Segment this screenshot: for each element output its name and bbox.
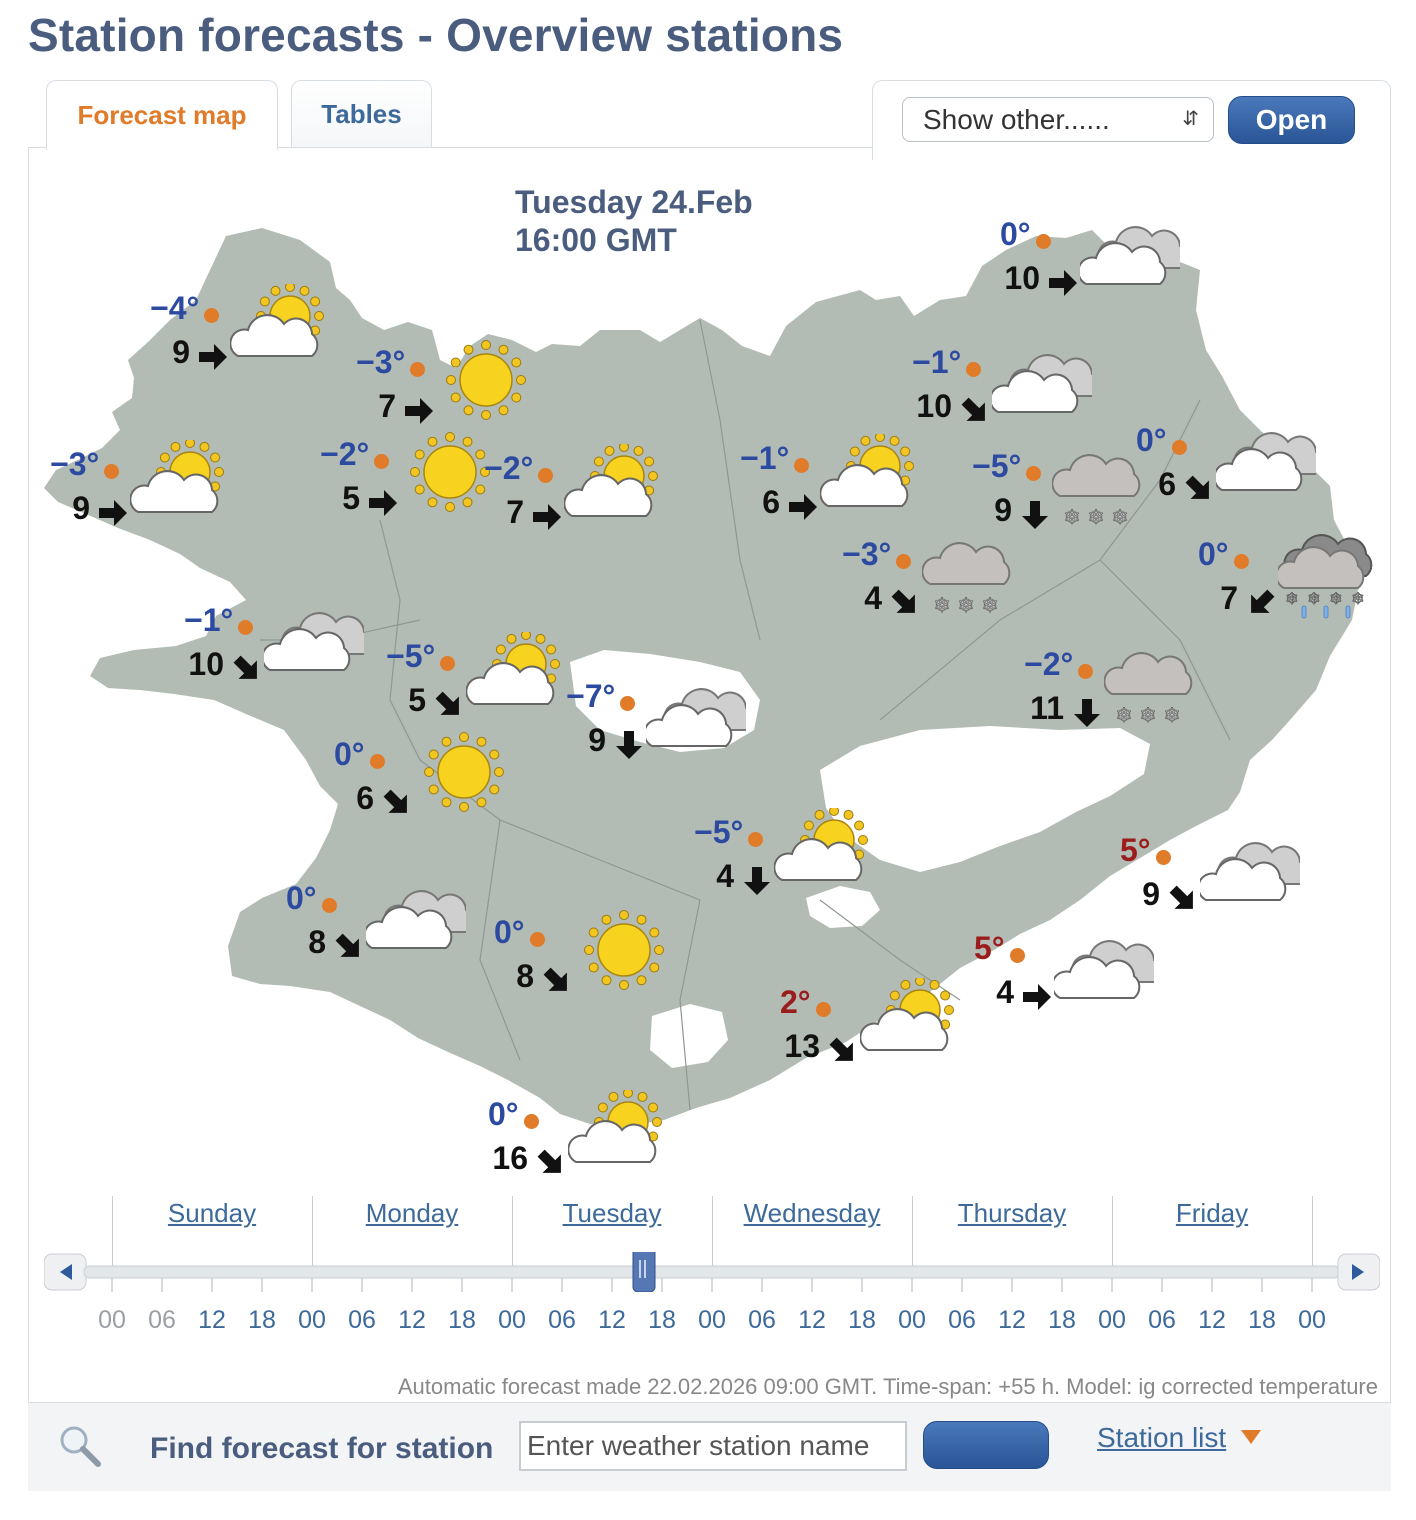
svg-text:❄: ❄ xyxy=(1139,703,1157,727)
station-temperature: 0° xyxy=(1000,216,1031,252)
station-dot xyxy=(966,362,981,377)
station-dot xyxy=(794,458,809,473)
station-dot xyxy=(1172,440,1187,455)
hour-label: 18 xyxy=(648,1306,676,1334)
wind-arrow-icon xyxy=(540,964,574,998)
station-temperature: 0° xyxy=(1136,422,1167,458)
station-wind-speed: 4 xyxy=(716,858,734,894)
hour-label: 00 xyxy=(1098,1306,1126,1334)
wind-arrow-icon xyxy=(786,490,820,524)
sleet-icon xyxy=(1278,530,1378,620)
svg-text:❄: ❄ xyxy=(1329,589,1343,608)
magnifier-icon xyxy=(58,1424,104,1470)
svg-text:❄: ❄ xyxy=(1163,703,1181,727)
station-wind-speed: 10 xyxy=(188,646,224,682)
sun-icon xyxy=(414,730,514,820)
hour-label: 12 xyxy=(398,1306,426,1334)
wind-arrow-icon xyxy=(332,930,366,964)
hour-label: 12 xyxy=(798,1306,826,1334)
svg-text:❄: ❄ xyxy=(933,593,951,617)
cloudy-icon xyxy=(646,672,746,762)
station-dot xyxy=(440,656,455,671)
hour-label: 18 xyxy=(1048,1306,1076,1334)
hour-label: 18 xyxy=(248,1306,276,1334)
station-wind-speed: 4 xyxy=(996,974,1014,1010)
station-dot xyxy=(104,464,119,479)
wind-arrow-icon xyxy=(1244,586,1278,620)
station-wind-speed: 7 xyxy=(1220,580,1238,616)
snow-icon xyxy=(1104,640,1204,730)
station-dot xyxy=(238,620,253,635)
station-wind-speed: 7 xyxy=(378,388,396,424)
wind-arrow-icon xyxy=(380,786,414,820)
hour-label: 12 xyxy=(1198,1306,1226,1334)
station-temperature: −3° xyxy=(842,536,892,572)
wind-arrow-icon xyxy=(888,586,922,620)
wind-arrow-icon xyxy=(366,486,400,520)
station-dot xyxy=(620,696,635,711)
wind-arrow-icon xyxy=(96,496,130,530)
station-temperature: −7° xyxy=(566,678,616,714)
svg-text:❄: ❄ xyxy=(981,593,999,617)
svg-text:❄: ❄ xyxy=(1063,505,1081,529)
station-temperature: 5° xyxy=(1120,832,1151,868)
station-dot xyxy=(748,832,763,847)
station-wind-speed: 6 xyxy=(762,484,780,520)
search-go-button[interactable] xyxy=(923,1421,1049,1469)
station-wind-speed: 16 xyxy=(492,1140,528,1176)
snow-icon xyxy=(922,530,1022,620)
station-temperature: 2° xyxy=(780,984,811,1020)
station-dot xyxy=(530,932,545,947)
find-forecast-label: Find forecast for station xyxy=(150,1432,494,1465)
station-wind-speed: 7 xyxy=(506,494,524,530)
station-temperature: 5° xyxy=(974,930,1005,966)
wind-arrow-icon xyxy=(534,1146,568,1180)
hour-label: 00 xyxy=(98,1306,126,1334)
hour-label: 06 xyxy=(1148,1306,1176,1334)
station-temperature: 0° xyxy=(494,914,525,950)
station-dot xyxy=(1078,664,1093,679)
sun-icon xyxy=(574,908,674,998)
hour-label: 18 xyxy=(448,1306,476,1334)
station-wind-speed: 10 xyxy=(916,388,952,424)
station-wind-speed: 9 xyxy=(172,334,190,370)
cloudy-icon xyxy=(366,874,466,964)
station-wind-speed: 9 xyxy=(588,722,606,758)
hour-label: 06 xyxy=(748,1306,776,1334)
station-wind-speed: 6 xyxy=(356,780,374,816)
partly-cloudy-icon xyxy=(860,978,960,1068)
station-temperature: −1° xyxy=(740,440,790,476)
station-wind-speed: 10 xyxy=(1004,260,1040,296)
station-dot xyxy=(524,1114,539,1129)
open-button[interactable]: Open xyxy=(1228,96,1355,144)
dropdown-triangle-icon xyxy=(1240,1428,1262,1446)
wind-arrow-icon xyxy=(402,394,436,428)
station-wind-speed: 9 xyxy=(994,492,1012,528)
slider-ticks xyxy=(112,1278,1312,1292)
station-wind-speed: 8 xyxy=(516,958,534,994)
station-dot xyxy=(538,468,553,483)
station-temperature: −3° xyxy=(50,446,100,482)
station-temperature: −1° xyxy=(184,602,234,638)
station-wind-speed: 9 xyxy=(72,490,90,526)
day-link-friday[interactable]: Friday xyxy=(1175,1198,1249,1228)
hour-label: 00 xyxy=(698,1306,726,1334)
station-dot xyxy=(1036,234,1051,249)
station-wind-speed: 5 xyxy=(408,682,426,718)
station-wind-speed: 4 xyxy=(864,580,882,616)
station-temperature: −5° xyxy=(972,448,1022,484)
station-temperature: −1° xyxy=(912,344,962,380)
hour-label: 12 xyxy=(998,1306,1026,1334)
partly-cloudy-icon xyxy=(564,444,664,534)
forecast-footnote: Automatic forecast made 22.02.2026 09:00 GMT. Time-span: +55 h. Model: ig corrected temperature xyxy=(397,1374,1378,1399)
svg-text:❄: ❄ xyxy=(1285,589,1299,608)
wind-arrow-icon xyxy=(1182,472,1216,506)
wind-arrow-icon xyxy=(958,394,992,428)
station-dot xyxy=(322,898,337,913)
station-temperature: 0° xyxy=(1198,536,1229,572)
station-temperature: −3° xyxy=(356,344,406,380)
station-temperature: 0° xyxy=(334,736,365,772)
station-temperature: 0° xyxy=(488,1096,519,1132)
station-temperature: 0° xyxy=(286,880,317,916)
tab-tables[interactable]: Tables xyxy=(291,80,432,148)
sun-icon xyxy=(436,338,536,428)
station-temperature: −2° xyxy=(484,450,534,486)
partly-cloudy-icon xyxy=(230,284,330,374)
cloudy-icon xyxy=(264,596,364,686)
forecast-time: 16:00 GMT xyxy=(515,222,677,258)
day-link-sunday[interactable]: Sunday xyxy=(167,1198,257,1228)
wind-arrow-icon xyxy=(740,864,774,898)
hour-label: 00 xyxy=(498,1306,526,1334)
station-dot xyxy=(374,454,389,469)
station-temperature: −2° xyxy=(320,436,370,472)
partly-cloudy-icon xyxy=(568,1090,668,1180)
svg-text:❄: ❄ xyxy=(1087,505,1105,529)
svg-text:❄: ❄ xyxy=(1307,589,1321,608)
day-link-tuesday[interactable]: Tuesday xyxy=(562,1198,662,1228)
wind-arrow-icon xyxy=(1018,498,1052,532)
station-dot xyxy=(1234,554,1249,569)
cloudy-icon xyxy=(1200,826,1300,916)
partly-cloudy-icon xyxy=(820,434,920,524)
partly-cloudy-icon xyxy=(130,440,230,530)
station-dot xyxy=(816,1002,831,1017)
svg-text:❄: ❄ xyxy=(1111,505,1129,529)
hour-label: 06 xyxy=(348,1306,376,1334)
station-search-input[interactable] xyxy=(519,1421,907,1471)
hour-label: 12 xyxy=(198,1306,226,1334)
wind-arrow-icon xyxy=(1020,980,1054,1014)
hour-label: 18 xyxy=(848,1306,876,1334)
station-dot xyxy=(204,308,219,323)
day-link-wednesday[interactable]: Wednesday xyxy=(743,1198,881,1228)
day-link-thursday[interactable]: Thursday xyxy=(957,1198,1067,1228)
station-wind-speed: 13 xyxy=(784,1028,820,1064)
wind-arrow-icon xyxy=(1070,696,1104,730)
select-chevron-icon: ⇵ xyxy=(1182,108,1199,130)
hour-label: 06 xyxy=(148,1306,176,1334)
station-dot xyxy=(896,554,911,569)
hour-label: 06 xyxy=(548,1306,576,1334)
station-wind-speed: 5 xyxy=(342,480,360,516)
hour-label: 00 xyxy=(298,1306,326,1334)
cloudy-icon xyxy=(1080,210,1180,300)
station-list-link[interactable]: Station list xyxy=(1097,1422,1227,1453)
station-wind-speed: 6 xyxy=(1158,466,1176,502)
wind-arrow-icon xyxy=(826,1034,860,1068)
time-slider[interactable] xyxy=(44,1252,1380,1292)
station-wind-speed: 9 xyxy=(1142,876,1160,912)
station-dot xyxy=(1010,948,1025,963)
wind-arrow-icon xyxy=(1046,266,1080,300)
page-title: Station forecasts - Overview stations xyxy=(28,9,844,61)
cloudy-icon xyxy=(992,338,1092,428)
cloudy-icon xyxy=(1054,924,1154,1014)
forecast-datetime xyxy=(515,183,753,259)
wind-arrow-icon xyxy=(230,652,264,686)
station-wind-speed: 8 xyxy=(308,924,326,960)
hour-label: 18 xyxy=(1248,1306,1276,1334)
partly-cloudy-icon xyxy=(466,632,566,722)
station-dot xyxy=(370,754,385,769)
wind-arrow-icon xyxy=(612,728,646,762)
hour-label: 00 xyxy=(1298,1306,1326,1334)
svg-text:❄: ❄ xyxy=(957,593,975,617)
hour-label: 06 xyxy=(948,1306,976,1334)
station-dot xyxy=(410,362,425,377)
wind-arrow-icon xyxy=(432,688,466,722)
day-link-monday[interactable]: Monday xyxy=(365,1198,459,1228)
partly-cloudy-icon xyxy=(774,808,874,898)
show-other-select[interactable] xyxy=(902,97,1214,142)
svg-text:❄: ❄ xyxy=(1115,703,1133,727)
station-temperature: −5° xyxy=(694,814,744,850)
hour-label: 12 xyxy=(598,1306,626,1334)
station-temperature: −2° xyxy=(1024,646,1074,682)
wind-arrow-icon xyxy=(530,500,564,534)
wind-arrow-icon xyxy=(196,340,230,374)
cloudy-icon xyxy=(1216,416,1316,506)
station-wind-speed: 11 xyxy=(1030,690,1064,726)
station-temperature: −4° xyxy=(150,290,200,326)
tab-forecast-map[interactable]: Forecast map xyxy=(46,80,278,150)
svg-text:❄: ❄ xyxy=(1351,589,1365,608)
show-other-value: Show other...... xyxy=(923,104,1110,135)
station-dot xyxy=(1026,466,1041,481)
hour-label: 00 xyxy=(898,1306,926,1334)
wind-arrow-icon xyxy=(1166,882,1200,916)
forecast-date: Tuesday 24.Feb xyxy=(515,184,753,220)
station-temperature: −5° xyxy=(386,638,436,674)
station-dot xyxy=(1156,850,1171,865)
